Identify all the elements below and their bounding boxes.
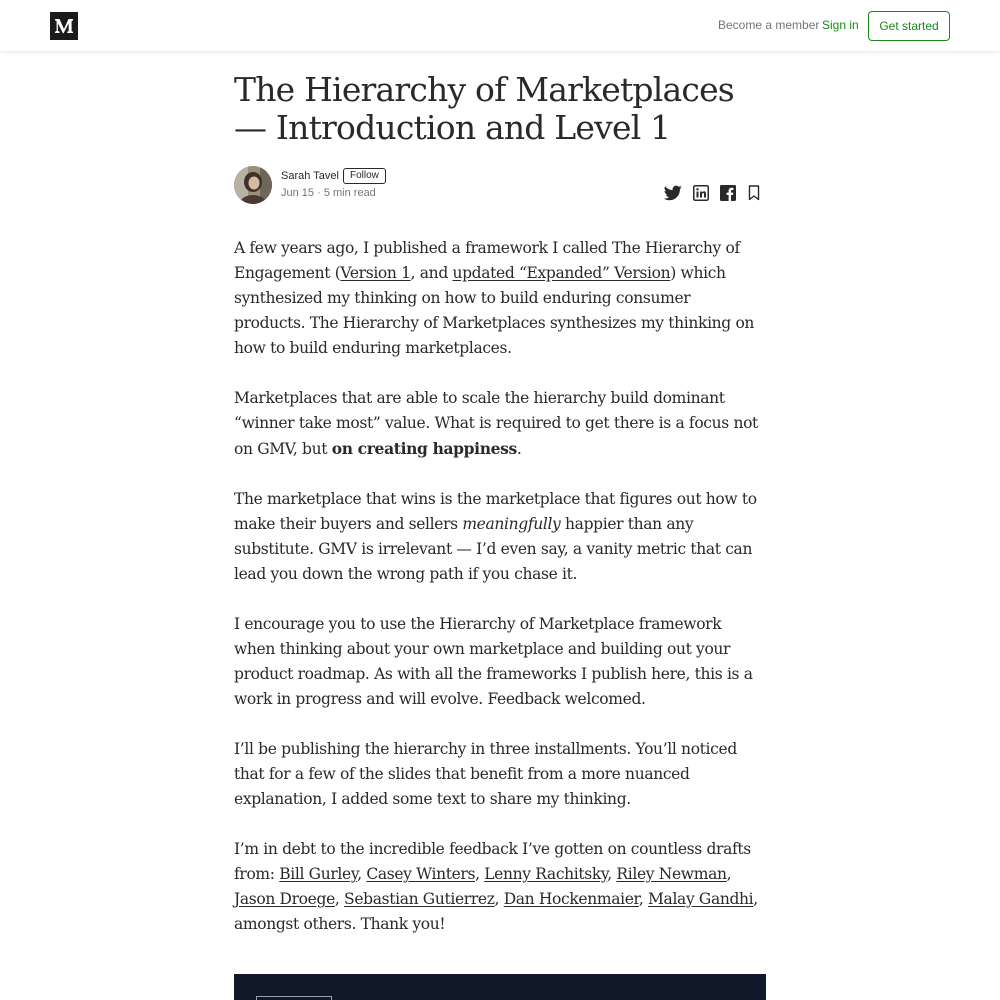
bold-phrase: on creating happiness	[331, 439, 517, 458]
paragraph-text: .	[516, 440, 522, 458]
person-link[interactable]: Casey Winters	[366, 865, 476, 883]
italic-phrase: meaningfully	[462, 515, 561, 533]
twitter-share-button[interactable]	[664, 184, 682, 202]
article-slide-image	[234, 974, 766, 1000]
facebook-share-button[interactable]	[719, 184, 737, 202]
article-title: The Hierarchy of Marketplaces — Introduction and Level 1	[234, 70, 734, 147]
paragraph-text: Marketplaces that are able to scale the hierarchy build dominant “winner take most” value. What is required to get there is a focus not on GMV, but	[234, 389, 758, 458]
separator: ,	[726, 865, 732, 883]
separator: ,	[494, 890, 504, 908]
linkedin-icon	[693, 185, 709, 201]
paragraph-text: , amongst others. Thank you!	[234, 890, 758, 933]
top-nav-bar	[0, 0, 1000, 51]
person-link[interactable]: Lenny Rachitsky	[484, 865, 608, 883]
paragraph-text: happier than any substitute. GMV is irrelevant — I’d even say, a vanity metric that can lead you down the wrong path if you chase it.	[234, 515, 753, 583]
paragraph-2	[234, 386, 766, 462]
twitter-icon	[664, 185, 682, 201]
separator: ,	[357, 865, 367, 883]
become-member-link[interactable]: Become a member	[718, 18, 820, 32]
paragraph-text: I’m in debt to the incredible feedback I’ve gotten on countless drafts from:	[234, 840, 751, 883]
paragraph-4: I encourage you to use the Hierarchy of Marketplace framework when thinking about your own marketplace and building out your product roadmap. As with all the frameworks I publish here, this is a work in progress and will evolve. Feedback welcomed.	[234, 615, 753, 708]
meta-separator: ·	[317, 187, 321, 199]
person-link[interactable]: Bill Gurley	[279, 865, 358, 883]
article-body	[234, 236, 766, 962]
separator: ,	[475, 865, 485, 883]
expanded-version-link[interactable]: updated “Expanded” Version	[452, 264, 671, 282]
bookmark-button[interactable]	[745, 184, 763, 202]
medium-logo-icon	[50, 12, 78, 40]
version-1-link[interactable]: Version 1	[340, 264, 411, 282]
person-link[interactable]: Malay Gandhi	[648, 890, 754, 908]
person-link[interactable]: Dan Hockenmaier	[503, 890, 639, 908]
medium-logo[interactable]	[50, 12, 78, 40]
separator: ,	[607, 865, 617, 883]
separator: ,	[638, 890, 649, 908]
publish-date: Jun 15	[281, 187, 315, 199]
slide-frame	[256, 996, 332, 1000]
read-time: 5 min read	[323, 187, 376, 199]
person-link[interactable]: Riley Newman	[616, 865, 727, 883]
facebook-icon	[720, 185, 736, 201]
author-photo-icon	[234, 166, 272, 204]
bookmark-icon	[748, 185, 760, 201]
paragraph-text: The marketplace that wins is the marketplace that figures out how to make their buyers and sellers	[234, 490, 757, 533]
paragraph-text: , and	[410, 264, 453, 282]
follow-button[interactable]: Follow	[343, 168, 386, 184]
person-link[interactable]: Sebastian Gutierrez	[344, 890, 495, 908]
paragraph-6	[234, 837, 766, 937]
sign-in-link[interactable]: Sign in	[822, 18, 859, 32]
paragraph-3	[234, 487, 766, 587]
person-link[interactable]: Jason Droege	[234, 890, 335, 908]
article-meta	[281, 186, 376, 200]
paragraph-5: I’ll be publishing the hierarchy in three installments. You’ll noticed that for a few of the slides that benefit from a more nuanced explanation, I added some text to share my thinking.	[234, 740, 737, 808]
separator: ,	[334, 890, 345, 908]
linkedin-share-button[interactable]	[692, 184, 710, 202]
paragraph-1	[234, 236, 766, 361]
paragraph-text: ) which synthesized my thinking on how to build enduring consumer products. The Hierarchy of Marketplaces synthesizes my thinking on how to build enduring marketplaces.	[234, 264, 755, 357]
get-started-button[interactable]: Get started	[868, 11, 950, 41]
author-avatar[interactable]	[234, 166, 272, 204]
paragraph-text: A few years ago, I published a framework I called The Hierarchy of Engagement (	[234, 239, 740, 282]
author-name[interactable]: Sarah Tavel	[281, 170, 339, 182]
